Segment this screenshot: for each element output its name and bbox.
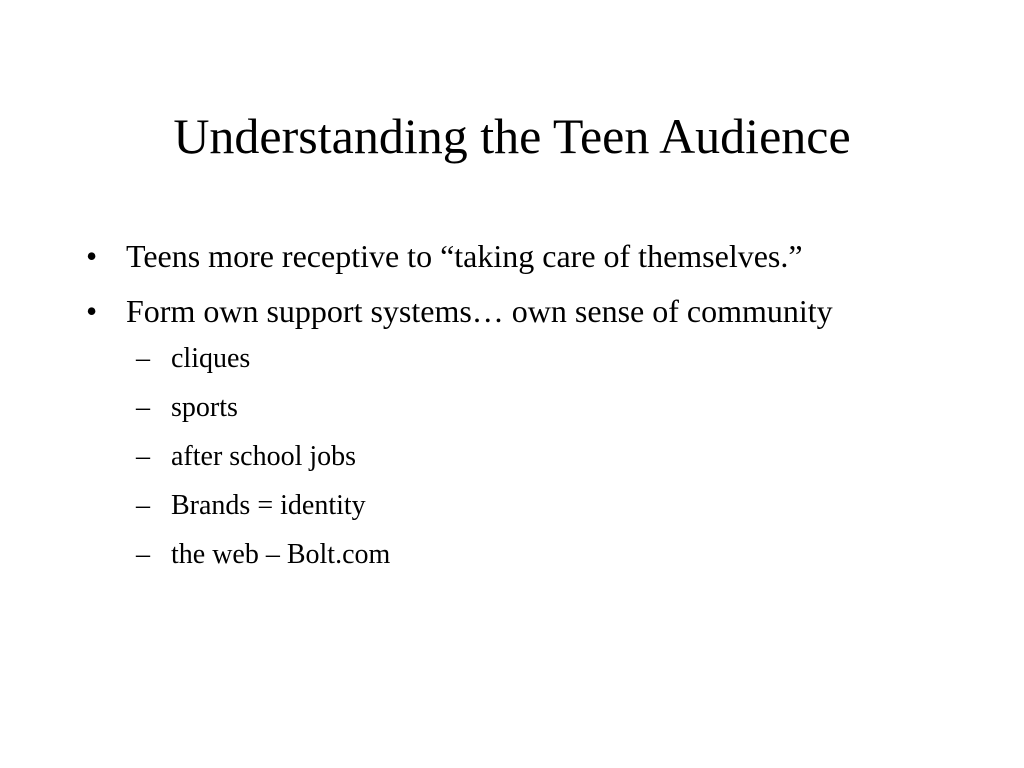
sub-bullet-text: cliques bbox=[171, 343, 251, 374]
dash-marker: – bbox=[136, 392, 150, 423]
sub-bullet-item bbox=[136, 437, 966, 477]
sub-bullet-text: Brands = identity bbox=[171, 490, 366, 521]
sub-bullet-item bbox=[136, 486, 966, 526]
sub-bullet-item bbox=[136, 535, 966, 575]
bullet-item bbox=[86, 287, 966, 575]
slide-title: Understanding the Teen Audience bbox=[173, 108, 851, 164]
bullet-list bbox=[86, 232, 966, 584]
bullet-marker: • bbox=[86, 238, 98, 274]
dash-marker: – bbox=[136, 490, 150, 521]
sub-bullet-item bbox=[136, 339, 966, 379]
bullet-text: Teens more receptive to “taking care of themselves.” bbox=[126, 238, 803, 274]
sub-bullet-list bbox=[136, 339, 966, 575]
sub-bullet-text: the web – Bolt.com bbox=[171, 539, 391, 570]
dash-marker: – bbox=[136, 343, 150, 374]
sub-bullet-text: after school jobs bbox=[171, 441, 357, 472]
sub-bullet-item bbox=[136, 388, 966, 428]
bullet-item bbox=[86, 232, 966, 280]
sub-bullet-text: sports bbox=[171, 392, 238, 423]
bullet-text: Form own support systems… own sense of community bbox=[126, 293, 833, 329]
bullet-marker: • bbox=[86, 293, 98, 329]
dash-marker: – bbox=[136, 441, 150, 472]
dash-marker: – bbox=[136, 539, 150, 570]
